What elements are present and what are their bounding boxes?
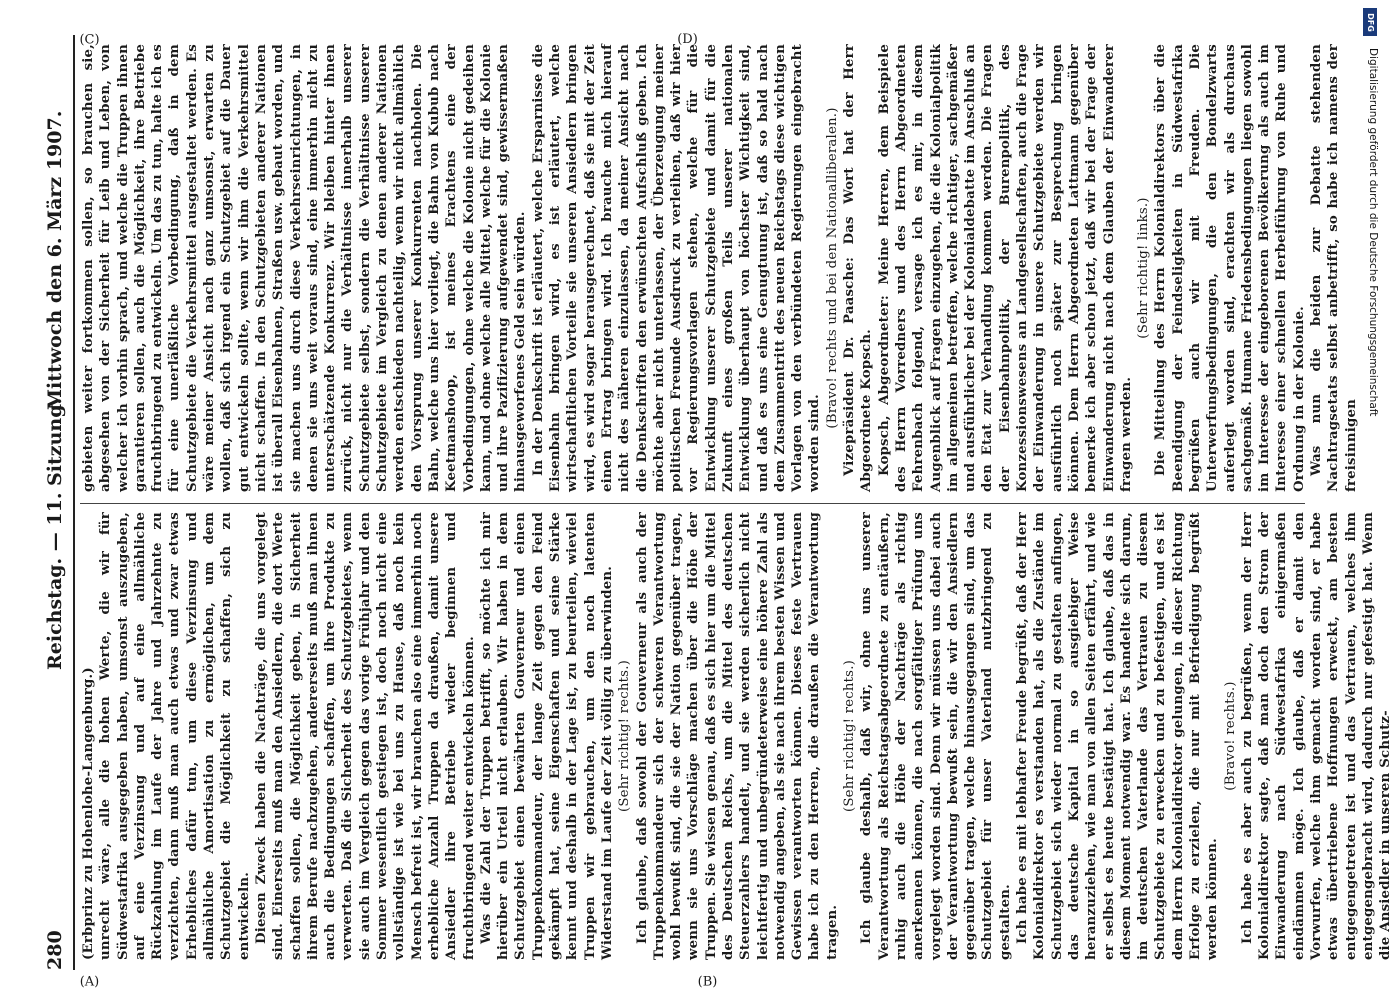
paragraph: (Bravo! rechts und bei den Nationalliberalen.) <box>824 107 840 429</box>
paragraph: Was nun die beiden zur Debatte stehenden Nachtragsetats selbst anbetrifft, so habe ich namens der freisinnigen <box>1309 44 1359 492</box>
paragraph: Diesen Zweck haben die Nachträge, die uns vorgelegt sind. Einerseits muß man den Ansiedlern, die dort Werte schaffen sollen, die Möglichkeit geben, in Sicherheit ihrem Berufe nachzugehen, andererseits muß man ihnen auch die Bedingungen schaffen, um ihre Produkte zu verwerten. Daß die Sicherheit des Schutzgebietes, wenn sie auch im Vergleich gegen das vorige Frühjahr und den Sommer wesentlich gestiegen ist, doch noch nicht eine vollständige ist wie bei uns zu Hause, daß noch kein Mensch befreit ist, wir brauchen also eine immerhin noch erhebliche Anzahl Truppen da draußen, damit unsere Ansiedler ihre Betriebe wieder beginnen und fruchtbringend weiter entwickeln können. <box>253 512 477 960</box>
paragraph: Ich glaube deshalb, daß wir, ohne uns unserer Verantwortung als Reichstagsabgeordnete zu entäußern, ruhig auch die Höhe der Nachträge als richtig anerkennen können, die nach sorgfältiger Prüfung uns vorgelegt worden sind. Denn wir müssen uns dabei auch der Verantwortung bewußt sein, die wir den Ansiedlern gegenüber tragen, welche hinausgegangen sind, um das Schutzgebiet für unser Vaterland nutzbringend zu gestalten. <box>859 512 1013 960</box>
left-column <box>80 512 1395 960</box>
digitization-note <box>1355 8 1379 648</box>
marker-d: (D) <box>677 32 698 48</box>
paragraph: (Bravo! rechts.) <box>1222 681 1238 791</box>
right-column <box>80 44 1360 492</box>
paragraph: Ich glaube, daß sowohl der Gouverneur als auch der Truppenkommandeur sich der schweren Verantwortung wohl bewußt sind, die sie der Nation gegenüber tragen, wenn sie uns Vorschläge machen über die Höhe der Truppen. Sie wissen genau, daß es sich hier um die Mittel des Deutschen Reichs, um die Mittel des deutschen Steuerzahlers handelt, und sie werden sicherlich nicht leichtfertig und unbegründeterweise eine höhere Zahl als notwendig angeben, als sie nach ihrem besten Wissen und Gewissen verantworten können. Dieses feste Vertrauen habe ich zu den Herren, die draußen die Verantwortung tragen. <box>634 512 840 960</box>
session-date: Mittwoch den 6. März 1907. <box>44 110 66 410</box>
paragraph: (Sehr richtig! rechts.) <box>842 659 858 813</box>
paragraph: In der Denkschrift ist erläutert, welche Ersparnisse die Eisenbahn bringen wird, es ist erläutert, welche wirtschaftlichen Vorteile sie unseren Ansiedlern bringen wird, es wird sogar herausgerechnet, daß sie mit der Zeit einen Ertrag bringen wird. Ich brauche mich hierauf nicht des näheren einzulassen, da meiner Ansicht nach die Denkschriften den erwünschten Aufschluß geben. Ich möchte aber nicht unterlassen, der Überzeugung meiner politischen Freunde Ausdruck zu verleihen, daß wir hier vor Regierungsvorlagen stehen, welche für die Entwicklung unserer Schutzgebiete und damit für die Zukunft eines großen Teils unserer nationalen Entwicklung überhaupt von höchster Wichtigkeit sind, und daß es uns eine Genugtuung ist, daß so bald nach dem Zusammentritt des neuen Reichstags diese wichtigen Vorlagen von den verbündeten Regierungen eingebracht worden sind. <box>530 44 823 492</box>
page-header <box>40 35 74 970</box>
paragraph: (Sehr richtig! rechts.) <box>617 659 633 813</box>
paragraph: Ich habe es aber auch zu begrüßen, wenn der Herr Kolonialdirektor sagte, daß man doch den Strom der Einwanderung nach Südwestafrika einigermaßen eindämmen möge. Ich glaube, daß er damit den Vorwurfen, welche ihm gemacht worden sind, er habe etwas übertriebene Hoffnungen erweckt, am besten entgegengetreten ist und das Vertrauen, welches ihm entgegengebracht wird, dadurch nur gefestigt hat. Wenn die Ansiedler in unseren Schutz- <box>1239 512 1394 960</box>
paragraph: Was die Zahl der Truppen betrifft, so möchte ich mir hierüber ein Urteil nicht erlauben. Wir haben in dem Schutzgebiet einen bewährten Gouverneur und einen Truppenkommandeur, der lange Zeit gegen den Feind gekämpft hat, seine Eigenschaften und seine Stärke kennt und deshalb in der Lage ist, zu beurteilen, wieviel Truppen wir gebrauchen, um den noch latenten Widerstand im Laufe der Zeit völlig zu überwinden. <box>478 512 615 960</box>
paragraph: gebieten weiter fortkommen sollen, so brauchen sie, abgesehen von der Sicherheit für Leib und Leben, von welcher ich vorhin sprach, und welche die Truppen ihnen garantieren sollen, auch die Möglichkeit, ihre Betriebe fruchtbringend zu entwickeln. Um das zu tun, halte ich es für eine unerläßliche Vorbedingung, daß in dem Schutzgebiete die Verkehrsmittel ausgestaltet werden. Es wäre meiner Ansicht nach ganz umsonst, erwarten zu wollen, daß sich irgend ein Schutzgebiet auf die Dauer gut entwickeln sollte, wenn wir ihm die Verkehrsmittel nicht schaffen. In den Schutzgebieten anderer Nationen ist überall Eisenbahnen, Straßen usw. gebaut worden, und sie machen uns durch diese Verkehrseinrichtungen, in denen sie uns weit voraus sind, eine immerhin nicht zu unterschätzende Konkurrenz. Wir bleiben hinter ihnen zurück, nicht nur die Verhältnisse innerhalb unserer Schutzgebiete selbst, sondern die Verhältnisse unserer Schutzgebiete im Vergleich zu denen anderer Nationen werden entschieden nachteilig, wenn wir nicht allmählich den Vorsprung unserer Konkurrenten nachholen. Die Bahn, welche uns hier vorliegt, die Bahn von Kubub nach Keetmanshoop, ist meines Erachtens eine der Vorbedingungen, ohne welche die Kolonie nicht gedeihen kann, und ohne welche alle Mittel, welche für die Kolonie und ihre Pazifizierung aufgewendet sind, gewissermaßen hinausgeworfenes Geld sein würden. <box>81 44 529 492</box>
paragraph: Vizepräsident Dr. Paasche: Das Wort hat der Herr Abgeordnete Kopsch. <box>842 44 875 492</box>
session-title: Reichstag. — 11. Sitzung. <box>44 397 66 670</box>
dfg-logo: DFG <box>1363 8 1377 36</box>
column-divider <box>80 503 1305 504</box>
marker-a: (A) <box>79 974 100 990</box>
paragraph: unrecht wäre, alle die hohen Werte, die wir für Südwestafrika ausgegeben haben, umsonst auszugeben, auf eine Verzinsung und auf eine allmähliche Rückzahlung im Laufe der Jahre und Jahrzehnte zu verzichten, dann muß man auch etwas und zwar etwas Erhebliches dafür tun, um diese Verzinsung und allmähliche Amortisation zu ermöglichen, um dem Schutzgebiet die Möglichkeit zu schaffen, sich zu entwickeln. <box>98 512 252 960</box>
paragraph: (Sehr richtig! links.) <box>1136 197 1152 339</box>
paragraph: Die Mitteilung des Herrn Kolonialdirektors über die Beendigung der Feindseligkeiten in Südwestafrika begrüßen auch wir mit Freuden. Die Unterwerfungsbedingungen, die den Bondelzwarts auferlegt worden sind, erachten wir als durchaus sachgemäß. Humane Friedensbedingungen liegen sowohl im Interesse der eingeborenen Bevölkerung als auch im Interesse einer schnellen Herbeiführung von Ruhe und Ordnung in der Kolonie. <box>1153 44 1307 492</box>
marker-b: (B) <box>697 974 718 990</box>
paragraph: Ich habe es mit lebhafter Freude begrüßt, daß der Herr Kolonialdirektor es verstanden hat, als die Zustände im Schutzgebiet sich wieder normal zu gestalten anfingen, das deutsche Kapital in so ausgiebiger Weise heranzuziehen, wie man von allen Seiten erfährt, und wie er selbst es heute bestätigt hat. Ich glaube, daß das in diesem Moment notwendig war. Es handelte sich darum, im deutschen Vaterlande das Vertrauen zu diesem Schutzgebiete zu erwecken und zu befestigen, und es ist dem Herrn Kolonialdirektor gelungen, in dieser Richtung Erfolge zu erzielen, die nur mit Befriedigung begrüßt werden können. <box>1015 512 1221 960</box>
header-rule <box>73 35 75 970</box>
paragraph: Kopsch, Abgeordneter: Meine Herren, dem Beispiele des Herrn Vorredners und des Herrn Abgeordneten Fehrenbach folgend, versage ich es mir, in diesem Augenblick auf Fragen einzugehen, die die Kolonialpolitik im allgemeinen betreffen, welche richtiger, sachgemäßer und ausführlicher bei der Kolonialdebatte im Anschluß an den Etat zur Verhandlung kommen werden. Die Fragen der Eisenbahnpolitik, der Burenpolitik, des Konzessionswesens an Landgesellschaften, auch die Frage der Einwanderung in unsere Schutzgebiete werden wir ausführlich noch später zur Besprechung bringen können. Dem Herrn Abgeordneten Lattmann gegenüber bemerke ich aber schon jetzt, daß wir bei der Frage der Einwanderung nicht nach dem Glauben der Einwanderer fragen werden. <box>876 44 1134 492</box>
digitization-note-text: Digitalisierung gefördert durch die Deutsche Forschungsgemeinschaft <box>1367 48 1379 417</box>
paragraph: (Erbprinz zu Hohenlohe-Langenburg.) <box>81 667 96 960</box>
marker-c: (C) <box>79 32 100 48</box>
page-number: 280 <box>44 930 66 970</box>
